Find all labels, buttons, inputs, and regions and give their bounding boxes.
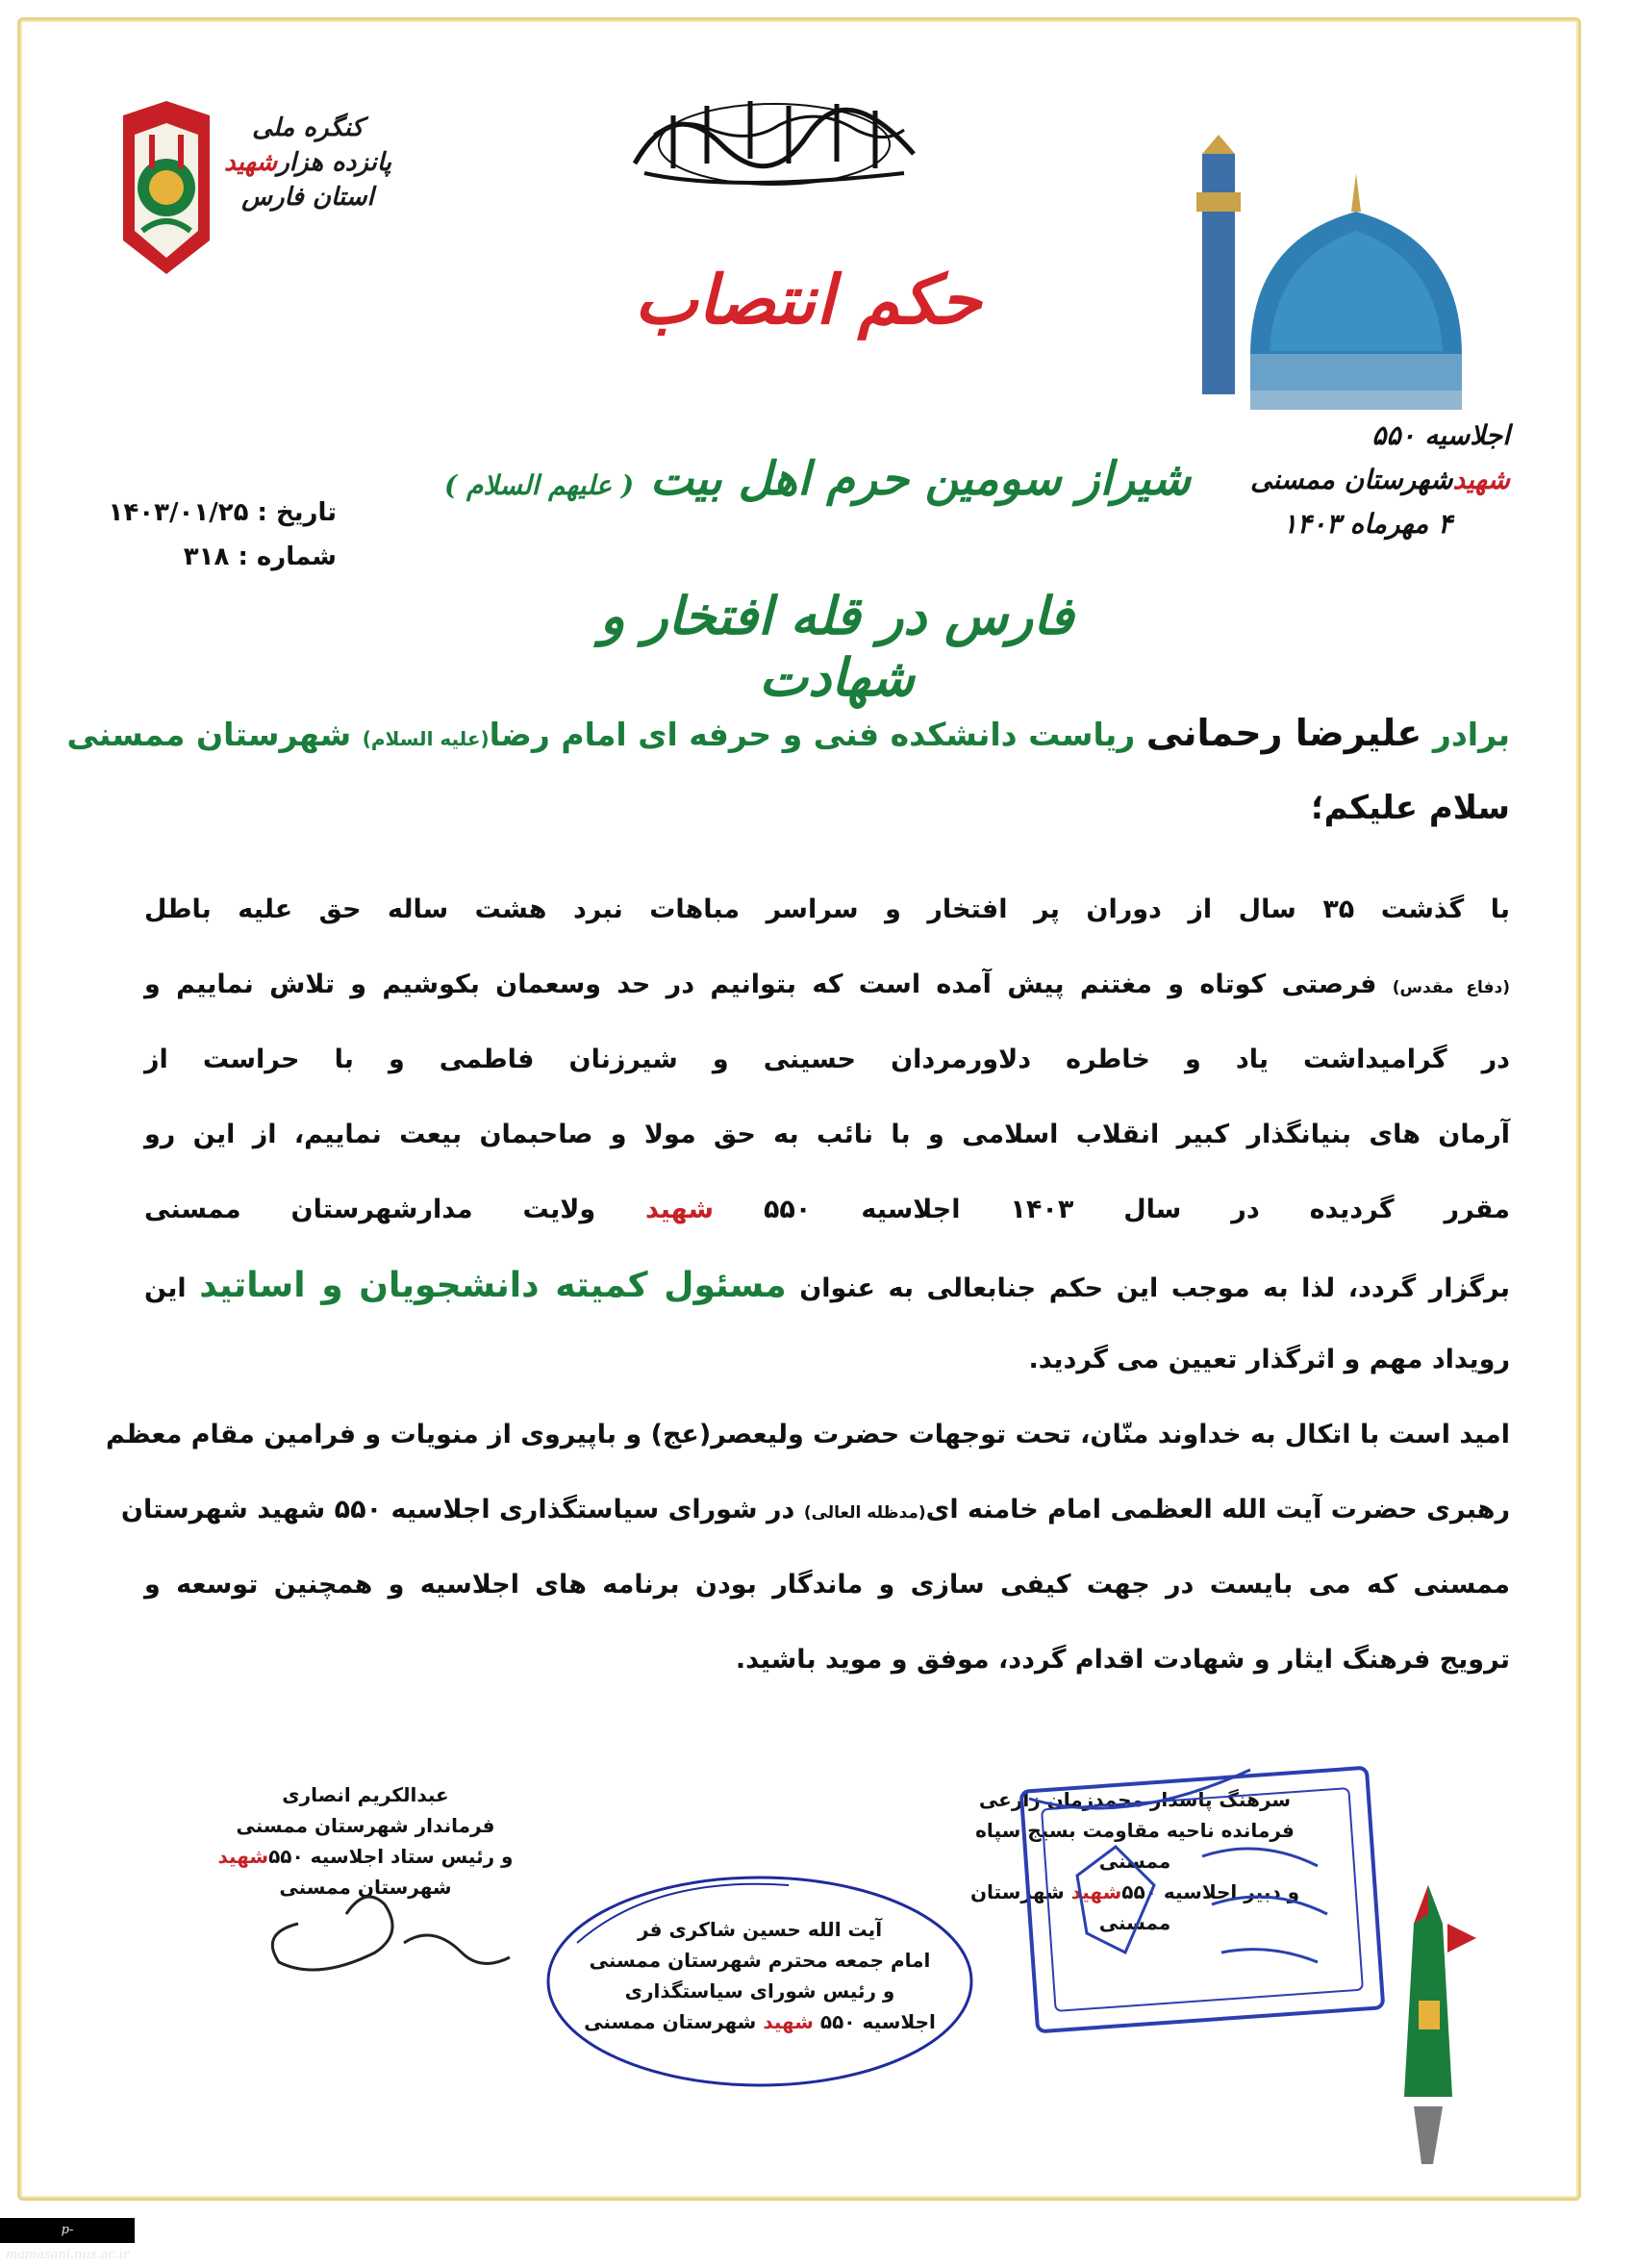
body-line-5b: ولایت مدارشهرستان ممسنی [144,1195,596,1224]
governor-handwritten-signature [240,1866,529,1991]
imam-title3b: شهرستان ممسنی [584,2010,757,2033]
slogan-main-text: شیراز سومین حرم اهل بیت [649,452,1191,506]
body-line-9a: رهبری حضرت آیت الله العظمی امام خامنه ای [925,1495,1510,1525]
commander-name: سرهنگ پاسدار محمدزمان زارعی [978,1788,1292,1811]
date-number-block [87,491,337,579]
signature-friday-imam [577,1914,943,2037]
bismillah-calligraphy [616,77,933,202]
governor-title2a: و رئیس ستاد اجلاسیه ۵۵۰ [268,1845,514,1868]
slogan-line2: فارس در قله افتخار و شهادت [599,585,1074,708]
imam-title1: امام جمعه محترم شهرستان ممسنی [589,1949,931,1972]
footer-url: p-mamasani.nus.ac.ir [0,2218,135,2243]
event-block [1202,414,1510,546]
document-date: تاریخ : ۱۴۰۳/۰۱/۲۵ [108,498,337,527]
addressee-honor: (علیه السلام) [362,727,490,750]
logo-line3: استان فارس [241,183,374,212]
logo-line1: کنگره ملی [252,113,364,142]
imam-title3a: اجلاسیه ۵۵۰ [819,2010,936,2033]
addressee-name: علیرضا رحمانی [1145,712,1422,754]
body-line-10: ممسنی که می بایست در جهت کیفی سازی و ماندگار بودن برنامه های اجلاسیه و همچنین توسعه و [144,1570,1510,1600]
body-line-8: امید است با اتکال به خداوند منّان، تحت توجهات حضرت ولیعصر(عج) و باپیروی از منویات و فرامین مقام معظم [105,1420,1510,1449]
body-line-5a: مقرر گردیده در سال ۱۴۰۳ اجلاسیه ۵۵۰ [763,1195,1511,1224]
body-line-3: در گرامیداشت یاد و خاطره دلاورمردان حسینی و شیرزنان فاطمی و با حراست از [144,1045,1510,1074]
body-line-2-small: (دفاع مقدس) [1392,978,1510,997]
logo-line2-red: شهید [223,148,278,177]
body-line-5-red: شهید [645,1195,715,1224]
slogan-honor: ( علیهم السلام ) [444,469,635,501]
imam-title3-red: شهید [763,2010,814,2033]
slogan-main [404,452,1231,506]
governor-title2b: شهرستان ممسنی [279,1876,452,1899]
addressee-suffix: شهرستان ممسنی [66,716,352,753]
logo-line2-prefix: پانزده هزار [277,148,392,177]
addressee-prefix: برادر [1432,716,1510,753]
shrine-dome-illustration [1164,135,1472,433]
addressee-role: ریاست دانشکده فنی و حرفه ای امام رضا [489,716,1136,753]
commander-title1: فرمانده ناحیه مقاومت بسیج سپاه ممسنی [975,1819,1295,1873]
governor-title2-red: شهید [217,1845,269,1868]
body-line-9 [120,1495,1510,1525]
commander-title2b: شهرستان ممسنی [969,1880,1171,1934]
addressee-line [66,712,1510,754]
commander-title2a: و دبیر اجلاسیه ۵۵۰ [1121,1880,1300,1903]
commander-title2-red: شهید [1070,1880,1122,1903]
event-red: شهید [1452,464,1510,495]
governor-name: عبدالکریم انصاری [282,1783,449,1806]
body-line-6a: برگزار گردد، لذا به موجب این حکم جنابعالی به عنوان [799,1273,1510,1303]
body-line-11: ترویج فرهنگ ایثار و شهادت اقدام گردد، موفق و موید باشید. [735,1645,1510,1675]
body-line-7: رویداد مهم و اثرگذار تعیین می گردید. [1028,1345,1510,1374]
logo-text [221,111,394,214]
official-stamp [1010,1760,1395,2039]
imam-name: آیت الله حسین شاکری فر [637,1918,883,1941]
body-line-6-green: مسئول کمیته دانشجویان و اساتید [199,1266,787,1305]
greeting: سلام علیکم؛ [1310,789,1510,827]
body-line-6b: این [144,1273,187,1303]
event-prefix: اجلاسیه ۵۵۰ [1371,419,1510,451]
body-line-5 [144,1195,1510,1224]
body-line-2 [144,970,1510,999]
body-line-1: با گذشت ۳۵ سال از دوران پر افتخار و سراسر مباهات نبرد هشت ساله حق علیه باطل [144,895,1510,924]
document-title: حکم انتصاب [634,260,982,340]
event-date: ۴ مهرماه ۱۴۰۳ [1282,508,1452,540]
congress-logo [113,96,219,279]
body-line-2-text: فرصتی کوتاه و مغتنم پیش آمده است که بتوانیم در حد وسعمان بکوشیم و تلاش نماییم و [144,970,1377,999]
imam-title2: و رئیس شورای سیاستگذاری [624,1979,895,2003]
body-line-4: آرمان های بنیانگذار کبیر انقلاب اسلامی و با نائب به حق مولا و صاحبمان بیعت نماییم، از این رو [144,1120,1510,1149]
body-line-9-small: (مدظله العالی) [803,1503,926,1523]
governor-title1: فرماندار شهرستان ممسنی [236,1814,495,1837]
body-line-6 [144,1266,1510,1305]
body-line-9b: در شورای سیاستگذاری اجلاسیه ۵۵۰ شهید شهرستان [120,1495,795,1525]
flag-emblem [1375,1885,1481,2174]
event-suffix: شهرستان ممسنی [1249,464,1453,495]
document-number: شماره : ۳۱۸ [183,542,337,571]
